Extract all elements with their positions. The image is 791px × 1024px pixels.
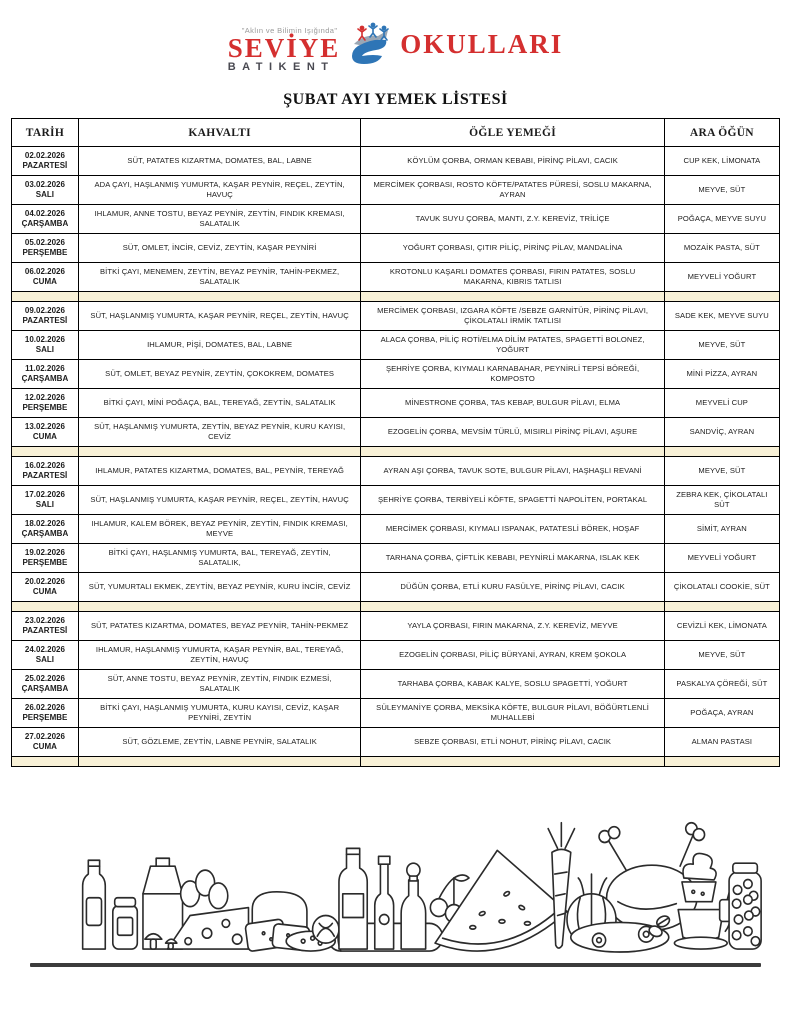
- row-day: CUMA: [32, 277, 57, 286]
- snack-cell: PASKALYA ÇÖREĞİ, SÜT: [664, 670, 779, 699]
- lunch-cell: KÖYLÜM ÇORBA, ORMAN KEBABI, PİRİNÇ PİLAVI, CACIK: [361, 147, 664, 176]
- date-cell: [12, 670, 79, 699]
- row-date: 26.02.2026: [24, 702, 65, 712]
- row-date: 10.02.2026: [24, 334, 65, 344]
- header-tarih: TARİH: [12, 119, 79, 147]
- row-date: 05.02.2026: [24, 237, 65, 247]
- date-cell: [12, 728, 79, 757]
- lunch-cell: YAYLA ÇORBASI, FIRIN MAKARNA, Z.Y. KEREVİZ, MEYVE: [361, 612, 664, 641]
- date-cell: [12, 302, 79, 331]
- lunch-cell: YOĞURT ÇORBASI, ÇITIR PİLİÇ, PİRİNÇ PİLAV, MANDALİNA: [361, 234, 664, 263]
- breakfast-cell: BİTKİ ÇAYI, MİNİ POĞAÇA, BAL, TEREYAĞ, ZEYTİN, SALATALIK: [78, 389, 361, 418]
- date-cell: [12, 573, 79, 602]
- date-cell: [12, 205, 79, 234]
- row-day: PAZARTESİ: [22, 626, 68, 635]
- table-row: [12, 418, 780, 447]
- row-date: 04.02.2026: [24, 208, 65, 218]
- breakfast-cell: SÜT, YUMURTALI EKMEK, ZEYTİN, BEYAZ PEYNİR, KURU İNCİR, CEVİZ: [78, 573, 361, 602]
- snack-cell: ÇİKOLATALI COOKİE, SÜT: [664, 573, 779, 602]
- row-day: PERŞEMBE: [22, 403, 68, 412]
- snack-cell: MEYVELİ YOĞURT: [664, 544, 779, 573]
- row-day: SALI: [35, 500, 55, 509]
- breakfast-cell: SÜT, HAŞLANMIŞ YUMURTA, KAŞAR PEYNİR, REÇEL, ZEYTİN, HAVUÇ: [78, 302, 361, 331]
- table-row: [12, 360, 780, 389]
- row-date: 27.02.2026: [24, 731, 65, 741]
- row-date: 11.02.2026: [25, 363, 65, 373]
- lunch-cell: TARHANA ÇORBA, ÇİFTLİK KEBABI, PEYNİRLİ MAKARNA, ISLAK KEK: [361, 544, 664, 573]
- row-day: CUMA: [32, 742, 57, 751]
- table-row: [12, 389, 780, 418]
- snack-cell: MEYVELİ YOĞURT: [664, 263, 779, 292]
- breakfast-cell: SÜT, PATATES KIZARTMA, DOMATES, BEYAZ PEYNİR, TAHİN-PEKMEZ: [78, 612, 361, 641]
- snack-cell: MEYVE, SÜT: [664, 457, 779, 486]
- breakfast-cell: SÜT, HAŞLANMIŞ YUMURTA, ZEYTİN, BEYAZ PEYNİR, KURU KAYISI, CEVİZ: [78, 418, 361, 447]
- table-row: [12, 699, 780, 728]
- lunch-cell: SEBZE ÇORBASI, ETLİ NOHUT, PİRİNÇ PİLAVI, CACIK: [361, 728, 664, 757]
- row-day: ÇARŞAMBA: [21, 219, 69, 228]
- food-doodle-illustration: [28, 803, 763, 953]
- date-cell: [12, 641, 79, 670]
- snack-cell: MOZAİK PASTA, SÜT: [664, 234, 779, 263]
- lunch-cell: TARHABA ÇORBA, KABAK KALYE, SOSLU SPAGETTİ, YOĞURT: [361, 670, 664, 699]
- lunch-cell: EZOGELİN ÇORBASI, PİLİÇ BÜRYANİ, AYRAN, KREM ŞOKOLA: [361, 641, 664, 670]
- date-cell: [12, 360, 79, 389]
- snack-cell: ALMAN PASTASI: [664, 728, 779, 757]
- date-cell: [12, 176, 79, 205]
- date-cell: [12, 612, 79, 641]
- snack-cell: CEVİZLİ KEK, LİMONATA: [664, 612, 779, 641]
- breakfast-cell: SÜT, ANNE TOSTU, BEYAZ PEYNİR, ZEYTİN, FINDIK EZMESİ, SALATALIK: [78, 670, 361, 699]
- lunch-cell: MERCİMEK ÇORBASI, KIYMALI ISPANAK, PATATESLİ BÖREK, HOŞAF: [361, 515, 664, 544]
- row-day: PERŞEMBE: [22, 558, 68, 567]
- page-title: ŞUBAT AYI YEMEK LİSTESİ: [283, 91, 508, 108]
- lunch-cell: KROTONLU KAŞARLI DOMATES ÇORBASI, FIRIN PATATES, SOSLU MAKARNA, KIBRIS TATLISI: [361, 263, 664, 292]
- snack-cell: ZEBRA KEK, ÇİKOLATALI SÜT: [664, 486, 779, 515]
- table-row: [12, 147, 780, 176]
- table-row: [12, 486, 780, 515]
- table-row: [12, 176, 780, 205]
- row-date: 24.02.2026: [24, 644, 65, 654]
- row-day: ÇARŞAMBA: [21, 374, 69, 383]
- breakfast-cell: IHLAMUR, PATATES KIZARTMA, DOMATES, BAL, PEYNİR, TEREYAĞ: [78, 457, 361, 486]
- breakfast-cell: IHLAMUR, PİŞİ, DOMATES, BAL, LABNE: [78, 331, 361, 360]
- lunch-cell: ALACA ÇORBA, PİLİÇ ROTİ/ELMA DİLİM PATATES, SPAGETTİ BOLONEZ, YOĞURT: [361, 331, 664, 360]
- table-row: [12, 641, 780, 670]
- breakfast-cell: ADA ÇAYI, HAŞLANMIŞ YUMURTA, KAŞAR PEYNİR, REÇEL, ZEYTİN, HAVUÇ: [78, 176, 361, 205]
- snack-cell: POĞAÇA, AYRAN: [664, 699, 779, 728]
- breakfast-cell: BİTKİ ÇAYI, MENEMEN, ZEYTİN, BEYAZ PEYNİR, TAHİN-PEKMEZ, SALATALIK: [78, 263, 361, 292]
- snack-cell: POĞAÇA, MEYVE SUYU: [664, 205, 779, 234]
- school-logo: [0, 20, 791, 78]
- lunch-cell: DÜĞÜN ÇORBA, ETLİ KURU FASÜLYE, PİRİNÇ PİLAVI, CACIK: [361, 573, 664, 602]
- row-day: PERŞEMBE: [22, 713, 68, 722]
- breakfast-cell: IHLAMUR, KALEM BÖREK, BEYAZ PEYNİR, ZEYTİN, FINDIK KREMASI, MEYVE: [78, 515, 361, 544]
- table-row: [12, 573, 780, 602]
- table-row: [12, 728, 780, 757]
- logo-tagline: "Aklın ve Bilimin Işığında": [241, 25, 338, 35]
- table-row: [12, 544, 780, 573]
- date-cell: [12, 234, 79, 263]
- header-ara-ogun: ARA ÖĞÜN: [664, 119, 779, 147]
- snack-cell: MEYVE, SÜT: [664, 176, 779, 205]
- breakfast-cell: IHLAMUR, ANNE TOSTU, BEYAZ PEYNİR, ZEYTİN, FINDIK KREMASI, SALATALIK: [78, 205, 361, 234]
- breakfast-cell: SÜT, GÖZLEME, ZEYTİN, LABNE PEYNİR, SALATALIK: [78, 728, 361, 757]
- date-cell: [12, 331, 79, 360]
- breakfast-cell: SÜT, HAŞLANMIŞ YUMURTA, KAŞAR PEYNİR, REÇEL, ZEYTİN, HAVUÇ: [78, 486, 361, 515]
- table-row: [12, 670, 780, 699]
- row-date: 23.02.2026: [24, 615, 65, 625]
- row-date: 20.02.2026: [24, 576, 65, 586]
- table-row: [12, 205, 780, 234]
- breakfast-cell: SÜT, OMLET, İNCİR, CEVİZ, ZEYTİN, KAŞAR PEYNİRİ: [78, 234, 361, 263]
- logo-seviye-text: SEVİYE: [227, 32, 341, 63]
- row-date: 16.02.2026: [24, 460, 65, 470]
- snack-cell: CUP KEK, LİMONATA: [664, 147, 779, 176]
- table-row: [12, 515, 780, 544]
- row-day: SALI: [35, 190, 55, 199]
- lunch-cell: ŞEHRİYE ÇORBA, TERBİYELİ KÖFTE, SPAGETTİ NAPOLİTEN, PORTAKAL: [361, 486, 664, 515]
- row-day: PAZARTESİ: [22, 161, 68, 170]
- lunch-cell: AYRAN AŞI ÇORBA, TAVUK SOTE, BULGUR PİLAVI, HAŞHAŞLI REVANİ: [361, 457, 664, 486]
- row-date: 03.02.2026: [24, 179, 65, 189]
- table-row: [12, 457, 780, 486]
- header-kahvalti: KAHVALTI: [78, 119, 361, 147]
- date-cell: [12, 544, 79, 573]
- lunch-cell: MERCİMEK ÇORBASI, IZGARA KÖFTE /SEBZE GARNİTÜR, PİRİNÇ PİLAVI, ÇİKOLATALI İRMİK TATLISI: [361, 302, 664, 331]
- breakfast-cell: BİTKİ ÇAYI, HAŞLANMIŞ YUMURTA, KURU KAYISI, CEVİZ, KAŞAR PEYNİRİ, ZEYTİN: [78, 699, 361, 728]
- row-day: SALI: [35, 655, 55, 664]
- lunch-cell: TAVUK SUYU ÇORBA, MANTI, Z.Y. KEREVİZ, TRİLİÇE: [361, 205, 664, 234]
- meal-table: [11, 118, 780, 767]
- snack-cell: MEYVE, SÜT: [664, 641, 779, 670]
- lunch-cell: MİNESTRONE ÇORBA, TAS KEBAP, BULGUR PİLAVI, ELMA: [361, 389, 664, 418]
- week-separator-row: [12, 602, 780, 612]
- date-cell: [12, 147, 79, 176]
- row-day: CUMA: [32, 432, 57, 441]
- row-date: 25.02.2026: [24, 673, 65, 683]
- breakfast-cell: IHLAMUR, HAŞLANMIŞ YUMURTA, KAŞAR PEYNİR, BAL, TEREYAĞ, ZEYTİN, HAVUÇ: [78, 641, 361, 670]
- row-date: 17.02.2026: [24, 489, 65, 499]
- row-date: 09.02.2026: [24, 305, 65, 315]
- header-ogle-yemegi: ÖĞLE YEMEĞİ: [361, 119, 664, 147]
- snack-cell: SİMİT, AYRAN: [664, 515, 779, 544]
- row-date: 13.02.2026: [24, 421, 65, 431]
- lunch-cell: MERCİMEK ÇORBASI, ROSTO KÖFTE/PATATES PÜRESİ, SOSLU MAKARNA, AYRAN: [361, 176, 664, 205]
- logo-batikent-text: BATIKENT: [227, 60, 335, 73]
- date-cell: [12, 699, 79, 728]
- logo-okullari-text: OKULLARI: [400, 28, 564, 59]
- lunch-cell: EZOGELİN ÇORBA, MEVSİM TÜRLÜ, MISIRLI PİRİNÇ PİLAVI, AŞURE: [361, 418, 664, 447]
- table-row: [12, 263, 780, 292]
- row-day: ÇARŞAMBA: [21, 529, 69, 538]
- row-day: SALI: [35, 345, 55, 354]
- date-cell: [12, 457, 79, 486]
- breakfast-cell: SÜT, PATATES KIZARTMA, DOMATES, BAL, LABNE: [78, 147, 361, 176]
- seviye-swoosh-icon: [348, 22, 392, 68]
- row-day: PERŞEMBE: [22, 248, 68, 257]
- row-day: PAZARTESİ: [22, 316, 68, 325]
- row-date: 19.02.2026: [24, 547, 65, 557]
- date-cell: [12, 263, 79, 292]
- date-cell: [12, 486, 79, 515]
- breakfast-cell: BİTKİ ÇAYI, HAŞLANMIŞ YUMURTA, BAL, TEREYAĞ, ZEYTİN, SALATALIK,: [78, 544, 361, 573]
- row-day: CUMA: [32, 587, 57, 596]
- row-date: 12.02.2026: [24, 392, 65, 402]
- week-separator-row: [12, 757, 780, 767]
- table-header-row: [12, 119, 780, 147]
- date-cell: [12, 389, 79, 418]
- date-cell: [12, 515, 79, 544]
- row-date: 18.02.2026: [24, 518, 65, 528]
- snack-cell: MEYVE, SÜT: [664, 331, 779, 360]
- week-separator-row: [12, 292, 780, 302]
- row-date: 02.02.2026: [24, 150, 65, 160]
- snack-cell: MEYVELİ CUP: [664, 389, 779, 418]
- breakfast-cell: SÜT, OMLET, BEYAZ PEYNİR, ZEYTİN, ÇOKOKREM, DOMATES: [78, 360, 361, 389]
- table-row: [12, 331, 780, 360]
- row-day: ÇARŞAMBA: [21, 684, 69, 693]
- table-row: [12, 612, 780, 641]
- row-day: PAZARTESİ: [22, 471, 68, 480]
- snack-cell: SANDVİÇ, AYRAN: [664, 418, 779, 447]
- lunch-cell: ŞEHRİYE ÇORBA, KIYMALI KARNABAHAR, PEYNİRLİ TEPSİ BÖREĞİ, KOMPOSTO: [361, 360, 664, 389]
- row-date: 06.02.2026: [24, 266, 65, 276]
- lunch-cell: SÜLEYMANİYE ÇORBA, MEKSİKA KÖFTE, BULGUR PİLAVI, BÖĞÜRTLENLİ MUHALLEBİ: [361, 699, 664, 728]
- week-separator-row: [12, 447, 780, 457]
- table-row: [12, 302, 780, 331]
- table-row: [12, 234, 780, 263]
- snack-cell: SADE KEK, MEYVE SUYU: [664, 302, 779, 331]
- snack-cell: MİNİ PİZZA, AYRAN: [664, 360, 779, 389]
- date-cell: [12, 418, 79, 447]
- bottom-rule: [30, 963, 761, 967]
